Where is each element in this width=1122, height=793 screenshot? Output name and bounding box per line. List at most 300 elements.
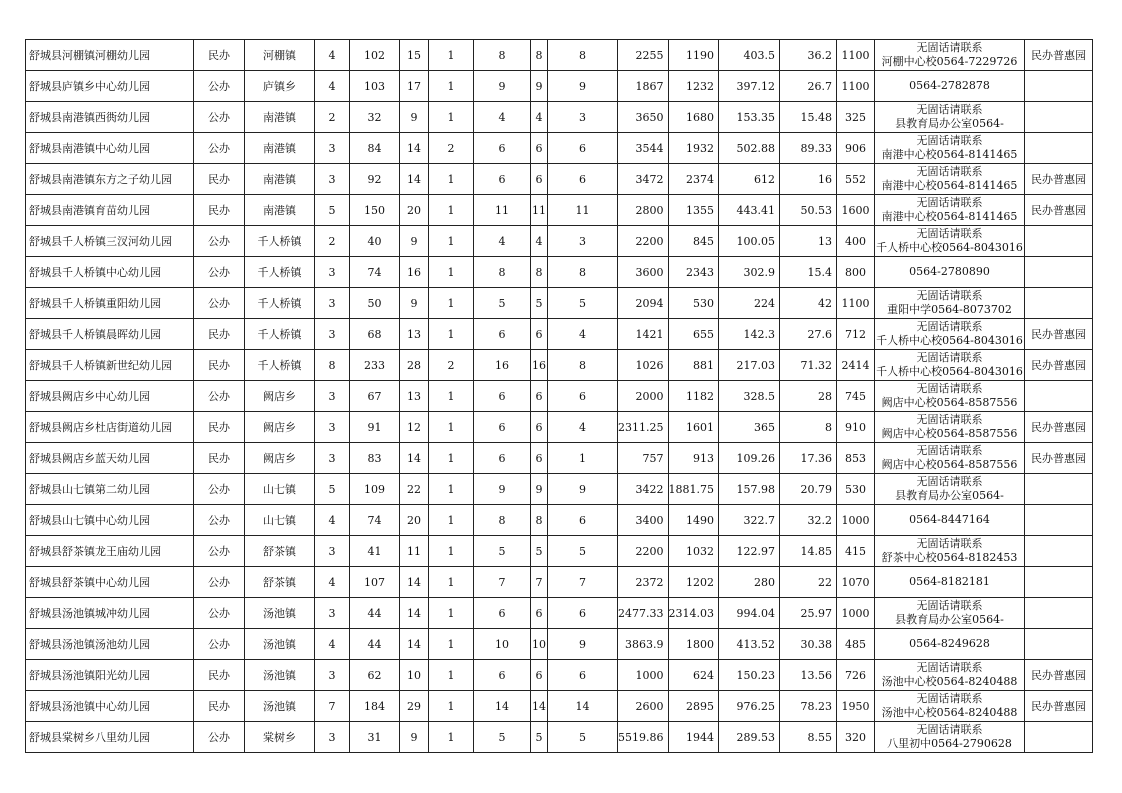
- col-4-cell: 7: [315, 691, 350, 722]
- contact-line: 无固话请联系: [916, 227, 983, 240]
- col-8-cell: 4: [474, 226, 531, 257]
- col-8-cell: 6: [474, 412, 531, 443]
- col-11-cell: 2255: [618, 40, 669, 71]
- ownership-type-cell: 公办: [194, 629, 245, 660]
- col-7-cell: 1: [429, 629, 474, 660]
- col-6-cell: 13: [400, 381, 429, 412]
- contact-line: 河棚中心校0564-7229726: [881, 55, 1018, 68]
- col-12-cell: 1680: [668, 102, 719, 133]
- township-cell: 千人桥镇: [245, 350, 315, 381]
- table-row: [26, 412, 1093, 443]
- col-14-cell: 71.32: [780, 350, 837, 381]
- col-6-cell: 14: [400, 629, 429, 660]
- col-7-cell: 1: [429, 40, 474, 71]
- col-10-cell: 6: [548, 505, 618, 536]
- col-11-cell: 2311.25: [618, 412, 669, 443]
- col-7-cell: 1: [429, 319, 474, 350]
- col-9-cell: 4: [531, 226, 548, 257]
- table-row: [26, 474, 1093, 505]
- contact-info-cell: [875, 102, 1025, 133]
- col-10-cell: 7: [548, 567, 618, 598]
- col-7-cell: 1: [429, 598, 474, 629]
- remark-cell: [1025, 257, 1093, 288]
- township-cell: 庐镇乡: [245, 71, 315, 102]
- remark-cell: [1025, 226, 1093, 257]
- township-cell: 阙店乡: [245, 381, 315, 412]
- remark-cell: [1025, 505, 1093, 536]
- col-13-cell: 122.97: [719, 536, 780, 567]
- col-7-cell: 1: [429, 195, 474, 226]
- col-9-cell: 5: [531, 288, 548, 319]
- col-9-cell: 7: [531, 567, 548, 598]
- col-12-cell: 530: [668, 288, 719, 319]
- ownership-type-cell: 公办: [194, 257, 245, 288]
- col-13-cell: 976.25: [719, 691, 780, 722]
- col-5-cell: 91: [350, 412, 400, 443]
- col-8-cell: 10: [474, 629, 531, 660]
- contact-line: 0564-2782878: [909, 79, 990, 92]
- col-4-cell: 5: [315, 474, 350, 505]
- kindergarten-name-cell: 舒城县南港镇中心幼儿园: [26, 133, 194, 164]
- col-13-cell: 142.3: [719, 319, 780, 350]
- col-6-cell: 22: [400, 474, 429, 505]
- col-5-cell: 83: [350, 443, 400, 474]
- col-4-cell: 2: [315, 102, 350, 133]
- col-8-cell: 7: [474, 567, 531, 598]
- col-11-cell: 2477.33: [618, 598, 669, 629]
- col-12-cell: 655: [668, 319, 719, 350]
- col-13-cell: 322.7: [719, 505, 780, 536]
- kindergarten-name-cell: 舒城县阙店乡中心幼儿园: [26, 381, 194, 412]
- ownership-type-cell: 民办: [194, 319, 245, 350]
- col-13-cell: 994.04: [719, 598, 780, 629]
- col-14-cell: 30.38: [780, 629, 837, 660]
- col-8-cell: 6: [474, 133, 531, 164]
- col-5-cell: 184: [350, 691, 400, 722]
- ownership-type-cell: 民办: [194, 691, 245, 722]
- remark-cell: 民办普惠园: [1025, 350, 1093, 381]
- col-13-cell: 224: [719, 288, 780, 319]
- remark-cell: [1025, 567, 1093, 598]
- col-6-cell: 20: [400, 505, 429, 536]
- contact-info-cell: [875, 164, 1025, 195]
- col-5-cell: 40: [350, 226, 400, 257]
- col-12-cell: 1202: [668, 567, 719, 598]
- table-row: [26, 536, 1093, 567]
- contact-line: 南港中心校0564-8141465: [881, 210, 1018, 223]
- col-6-cell: 15: [400, 40, 429, 71]
- contact-info-cell: [875, 536, 1025, 567]
- contact-info-cell: [875, 474, 1025, 505]
- col-12-cell: 845: [668, 226, 719, 257]
- col-4-cell: 3: [315, 660, 350, 691]
- col-9-cell: 9: [531, 71, 548, 102]
- col-7-cell: 1: [429, 567, 474, 598]
- col-13-cell: 217.03: [719, 350, 780, 381]
- table-row: [26, 505, 1093, 536]
- contact-line: 阙店中心校0564-8587556: [881, 427, 1018, 440]
- table-row: [26, 598, 1093, 629]
- col-11-cell: 3400: [618, 505, 669, 536]
- col-5-cell: 67: [350, 381, 400, 412]
- col-9-cell: 5: [531, 722, 548, 753]
- contact-info-cell: [875, 691, 1025, 722]
- col-15-cell: 906: [837, 133, 875, 164]
- col-15-cell: 800: [837, 257, 875, 288]
- col-11-cell: 2800: [618, 195, 669, 226]
- kindergarten-name-cell: 舒城县千人桥镇中心幼儿园: [26, 257, 194, 288]
- col-12-cell: 1190: [668, 40, 719, 71]
- table-row: [26, 722, 1093, 753]
- col-14-cell: 14.85: [780, 536, 837, 567]
- contact-info-cell: [875, 226, 1025, 257]
- contact-info-cell: [875, 660, 1025, 691]
- col-14-cell: 78.23: [780, 691, 837, 722]
- col-9-cell: 6: [531, 319, 548, 350]
- col-15-cell: 1100: [837, 71, 875, 102]
- contact-info-cell: [875, 133, 1025, 164]
- col-9-cell: 8: [531, 505, 548, 536]
- col-13-cell: 150.23: [719, 660, 780, 691]
- contact-line: 南港中心校0564-8141465: [881, 148, 1018, 161]
- col-15-cell: 1950: [837, 691, 875, 722]
- col-15-cell: 1070: [837, 567, 875, 598]
- col-4-cell: 4: [315, 629, 350, 660]
- township-cell: 南港镇: [245, 102, 315, 133]
- contact-line: 阙店中心校0564-8587556: [881, 396, 1018, 409]
- col-6-cell: 17: [400, 71, 429, 102]
- col-6-cell: 12: [400, 412, 429, 443]
- col-13-cell: 403.5: [719, 40, 780, 71]
- remark-cell: [1025, 536, 1093, 567]
- contact-line: 无固话请联系: [916, 723, 983, 736]
- col-5-cell: 44: [350, 629, 400, 660]
- col-14-cell: 28: [780, 381, 837, 412]
- table-row: [26, 350, 1093, 381]
- remark-cell: 民办普惠园: [1025, 691, 1093, 722]
- kindergarten-name-cell: 舒城县千人桥镇重阳幼儿园: [26, 288, 194, 319]
- col-9-cell: 14: [531, 691, 548, 722]
- kindergarten-table: [25, 39, 1093, 753]
- col-4-cell: 8: [315, 350, 350, 381]
- contact-info-cell: [875, 598, 1025, 629]
- col-8-cell: 5: [474, 288, 531, 319]
- col-10-cell: 11: [548, 195, 618, 226]
- col-8-cell: 4: [474, 102, 531, 133]
- col-10-cell: 8: [548, 257, 618, 288]
- col-13-cell: 100.05: [719, 226, 780, 257]
- kindergarten-name-cell: 舒城县舒茶镇龙王庙幼儿园: [26, 536, 194, 567]
- ownership-type-cell: 公办: [194, 474, 245, 505]
- col-9-cell: 4: [531, 102, 548, 133]
- col-4-cell: 2: [315, 226, 350, 257]
- col-9-cell: 10: [531, 629, 548, 660]
- col-11-cell: 3863.9: [618, 629, 669, 660]
- col-6-cell: 13: [400, 319, 429, 350]
- contact-info-cell: [875, 288, 1025, 319]
- col-5-cell: 92: [350, 164, 400, 195]
- contact-info-cell: [875, 443, 1025, 474]
- contact-line: 南港中心校0564-8141465: [881, 179, 1018, 192]
- col-14-cell: 8.55: [780, 722, 837, 753]
- ownership-type-cell: 公办: [194, 381, 245, 412]
- col-7-cell: 2: [429, 350, 474, 381]
- col-13-cell: 413.52: [719, 629, 780, 660]
- col-6-cell: 28: [400, 350, 429, 381]
- col-10-cell: 9: [548, 71, 618, 102]
- col-4-cell: 3: [315, 133, 350, 164]
- kindergarten-name-cell: 舒城县庐镇乡中心幼儿园: [26, 71, 194, 102]
- ownership-type-cell: 民办: [194, 350, 245, 381]
- contact-line: 阙店中心校0564-8587556: [881, 458, 1018, 471]
- col-6-cell: 14: [400, 598, 429, 629]
- col-5-cell: 74: [350, 505, 400, 536]
- col-6-cell: 9: [400, 226, 429, 257]
- col-7-cell: 1: [429, 660, 474, 691]
- col-12-cell: 1232: [668, 71, 719, 102]
- contact-line: 千人桥中心校0564-8043016: [876, 365, 1023, 378]
- col-10-cell: 6: [548, 133, 618, 164]
- col-7-cell: 1: [429, 722, 474, 753]
- contact-line: 0564-8447164: [909, 513, 990, 526]
- contact-line: 千人桥中心校0564-8043016: [876, 334, 1023, 347]
- col-5-cell: 50: [350, 288, 400, 319]
- contact-line: 无固话请联系: [916, 196, 983, 209]
- col-4-cell: 3: [315, 536, 350, 567]
- contact-line: 县教育局办公室0564-: [895, 117, 1004, 130]
- remark-cell: 民办普惠园: [1025, 412, 1093, 443]
- col-5-cell: 84: [350, 133, 400, 164]
- col-15-cell: 1600: [837, 195, 875, 226]
- contact-line: 舒茶中心校0564-8182453: [881, 551, 1018, 564]
- col-11-cell: 2200: [618, 226, 669, 257]
- township-cell: 汤池镇: [245, 629, 315, 660]
- township-cell: 山七镇: [245, 505, 315, 536]
- col-8-cell: 6: [474, 164, 531, 195]
- col-11-cell: 3650: [618, 102, 669, 133]
- col-13-cell: 443.41: [719, 195, 780, 226]
- contact-line: 0564-8182181: [909, 575, 990, 588]
- table-row: [26, 133, 1093, 164]
- col-14-cell: 26.7: [780, 71, 837, 102]
- ownership-type-cell: 民办: [194, 660, 245, 691]
- col-15-cell: 530: [837, 474, 875, 505]
- table-row: [26, 288, 1093, 319]
- col-7-cell: 2: [429, 133, 474, 164]
- col-4-cell: 5: [315, 195, 350, 226]
- col-6-cell: 29: [400, 691, 429, 722]
- table-row: [26, 195, 1093, 226]
- col-7-cell: 1: [429, 691, 474, 722]
- ownership-type-cell: 民办: [194, 412, 245, 443]
- remark-cell: 民办普惠园: [1025, 40, 1093, 71]
- col-7-cell: 1: [429, 381, 474, 412]
- col-15-cell: 712: [837, 319, 875, 350]
- remark-cell: [1025, 722, 1093, 753]
- col-14-cell: 22: [780, 567, 837, 598]
- col-11-cell: 757: [618, 443, 669, 474]
- ownership-type-cell: 公办: [194, 133, 245, 164]
- contact-line: 无固话请联系: [916, 165, 983, 178]
- col-12-cell: 1032: [668, 536, 719, 567]
- township-cell: 汤池镇: [245, 691, 315, 722]
- col-9-cell: 8: [531, 40, 548, 71]
- col-6-cell: 14: [400, 443, 429, 474]
- contact-line: 千人桥中心校0564-8043016: [876, 241, 1023, 254]
- contact-line: 无固话请联系: [916, 661, 983, 674]
- col-9-cell: 8: [531, 257, 548, 288]
- col-15-cell: 1000: [837, 505, 875, 536]
- ownership-type-cell: 公办: [194, 288, 245, 319]
- col-4-cell: 4: [315, 505, 350, 536]
- ownership-type-cell: 公办: [194, 536, 245, 567]
- col-10-cell: 6: [548, 381, 618, 412]
- col-9-cell: 6: [531, 443, 548, 474]
- township-cell: 千人桥镇: [245, 319, 315, 350]
- township-cell: 阙店乡: [245, 412, 315, 443]
- remark-cell: 民办普惠园: [1025, 164, 1093, 195]
- col-10-cell: 5: [548, 288, 618, 319]
- township-cell: 千人桥镇: [245, 257, 315, 288]
- remark-cell: [1025, 102, 1093, 133]
- kindergarten-name-cell: 舒城县河棚镇河棚幼儿园: [26, 40, 194, 71]
- contact-line: 无固话请联系: [916, 134, 983, 147]
- ownership-type-cell: 公办: [194, 226, 245, 257]
- contact-line: 县教育局办公室0564-: [895, 613, 1004, 626]
- township-cell: 棠树乡: [245, 722, 315, 753]
- col-11-cell: 1026: [618, 350, 669, 381]
- col-8-cell: 6: [474, 660, 531, 691]
- township-cell: 汤池镇: [245, 660, 315, 691]
- remark-cell: 民办普惠园: [1025, 443, 1093, 474]
- contact-info-cell: [875, 722, 1025, 753]
- col-4-cell: 3: [315, 722, 350, 753]
- col-9-cell: 16: [531, 350, 548, 381]
- col-5-cell: 68: [350, 319, 400, 350]
- col-10-cell: 8: [548, 40, 618, 71]
- remark-cell: 民办普惠园: [1025, 660, 1093, 691]
- col-13-cell: 397.12: [719, 71, 780, 102]
- contact-line: 无固话请联系: [916, 41, 983, 54]
- col-14-cell: 20.79: [780, 474, 837, 505]
- col-11-cell: 5519.86: [618, 722, 669, 753]
- col-4-cell: 3: [315, 288, 350, 319]
- col-8-cell: 16: [474, 350, 531, 381]
- contact-info-cell: [875, 412, 1025, 443]
- col-12-cell: 1601: [668, 412, 719, 443]
- remark-cell: [1025, 474, 1093, 505]
- col-9-cell: 6: [531, 164, 548, 195]
- contact-line: 八里初中0564-2790628: [887, 737, 1012, 750]
- contact-line: 无固话请联系: [916, 444, 983, 457]
- remark-cell: [1025, 288, 1093, 319]
- col-14-cell: 42: [780, 288, 837, 319]
- ownership-type-cell: 民办: [194, 40, 245, 71]
- col-6-cell: 9: [400, 102, 429, 133]
- col-15-cell: 485: [837, 629, 875, 660]
- contact-line: 无固话请联系: [916, 382, 983, 395]
- contact-line: 0564-8249628: [909, 637, 990, 650]
- col-7-cell: 1: [429, 412, 474, 443]
- table-row: [26, 164, 1093, 195]
- col-7-cell: 1: [429, 505, 474, 536]
- ownership-type-cell: 公办: [194, 722, 245, 753]
- col-8-cell: 6: [474, 319, 531, 350]
- col-12-cell: 1182: [668, 381, 719, 412]
- remark-cell: [1025, 629, 1093, 660]
- col-11-cell: 1867: [618, 71, 669, 102]
- col-6-cell: 9: [400, 722, 429, 753]
- col-10-cell: 6: [548, 660, 618, 691]
- contact-line: 无固话请联系: [916, 692, 983, 705]
- col-15-cell: 726: [837, 660, 875, 691]
- kindergarten-name-cell: 舒城县汤池镇阳光幼儿园: [26, 660, 194, 691]
- col-9-cell: 11: [531, 195, 548, 226]
- col-6-cell: 10: [400, 660, 429, 691]
- contact-line: 0564-2780890: [909, 265, 990, 278]
- col-15-cell: 320: [837, 722, 875, 753]
- township-cell: 舒茶镇: [245, 536, 315, 567]
- col-11-cell: 1421: [618, 319, 669, 350]
- table-row: [26, 71, 1093, 102]
- col-12-cell: 1490: [668, 505, 719, 536]
- col-5-cell: 102: [350, 40, 400, 71]
- col-7-cell: 1: [429, 226, 474, 257]
- col-8-cell: 8: [474, 505, 531, 536]
- col-10-cell: 3: [548, 102, 618, 133]
- col-10-cell: 9: [548, 474, 618, 505]
- col-13-cell: 328.5: [719, 381, 780, 412]
- contact-line: 无固话请联系: [916, 599, 983, 612]
- col-6-cell: 16: [400, 257, 429, 288]
- table-row: [26, 381, 1093, 412]
- col-4-cell: 3: [315, 319, 350, 350]
- col-7-cell: 1: [429, 288, 474, 319]
- col-12-cell: 1800: [668, 629, 719, 660]
- township-cell: 南港镇: [245, 195, 315, 226]
- contact-info-cell: [875, 40, 1025, 71]
- township-cell: 山七镇: [245, 474, 315, 505]
- township-cell: 千人桥镇: [245, 288, 315, 319]
- ownership-type-cell: 民办: [194, 443, 245, 474]
- contact-line: 汤池中心校0564-8240488: [881, 706, 1018, 719]
- col-14-cell: 89.33: [780, 133, 837, 164]
- col-12-cell: 1932: [668, 133, 719, 164]
- ownership-type-cell: 民办: [194, 195, 245, 226]
- township-cell: 河棚镇: [245, 40, 315, 71]
- remark-cell: 民办普惠园: [1025, 195, 1093, 226]
- col-5-cell: 103: [350, 71, 400, 102]
- col-15-cell: 853: [837, 443, 875, 474]
- township-cell: 南港镇: [245, 133, 315, 164]
- col-11-cell: 2372: [618, 567, 669, 598]
- col-8-cell: 8: [474, 40, 531, 71]
- township-cell: 千人桥镇: [245, 226, 315, 257]
- col-15-cell: 552: [837, 164, 875, 195]
- col-14-cell: 27.6: [780, 319, 837, 350]
- col-15-cell: 745: [837, 381, 875, 412]
- col-4-cell: 3: [315, 412, 350, 443]
- kindergarten-name-cell: 舒城县千人桥镇新世纪幼儿园: [26, 350, 194, 381]
- kindergarten-name-cell: 舒城县千人桥镇晨晖幼儿园: [26, 319, 194, 350]
- col-9-cell: 6: [531, 598, 548, 629]
- kindergarten-name-cell: 舒城县汤池镇汤池幼儿园: [26, 629, 194, 660]
- col-14-cell: 15.4: [780, 257, 837, 288]
- kindergarten-name-cell: 舒城县棠树乡八里幼儿园: [26, 722, 194, 753]
- col-12-cell: 2895: [668, 691, 719, 722]
- col-10-cell: 6: [548, 598, 618, 629]
- table-row: [26, 319, 1093, 350]
